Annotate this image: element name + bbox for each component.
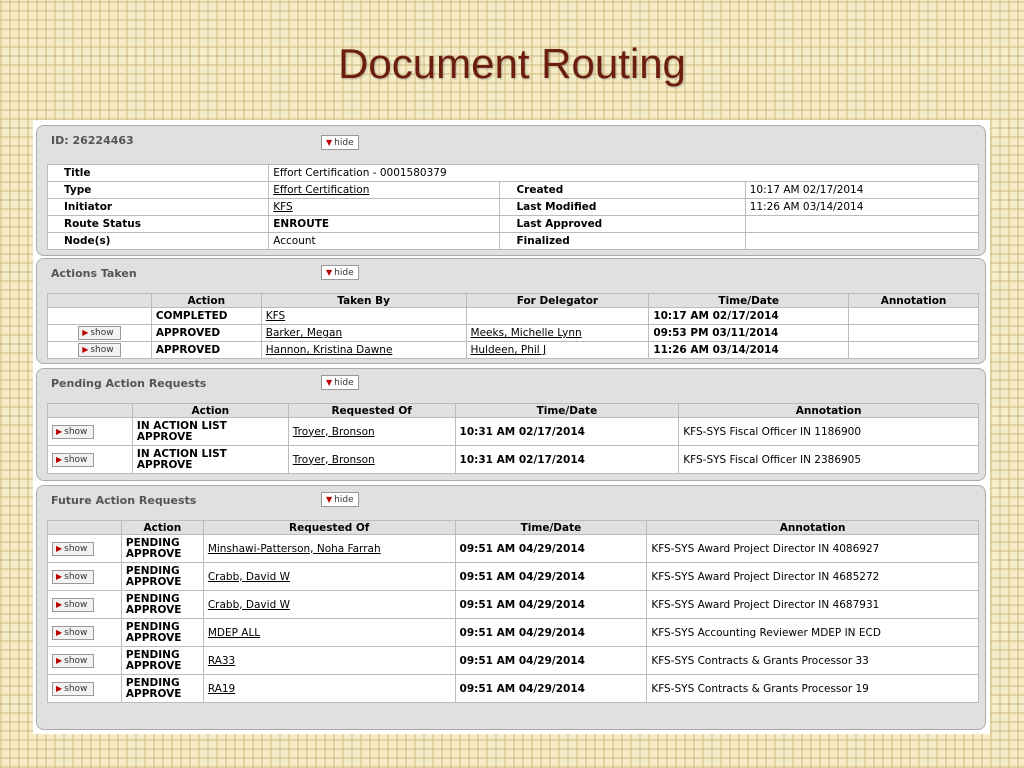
finalized-value [745, 233, 978, 250]
time-cell: 09:51 AM 04/29/2014 [455, 675, 647, 703]
action-cell: PENDING APPROVE [121, 675, 203, 703]
action-cell: APPROVED [151, 325, 261, 342]
document-info-table [47, 164, 979, 250]
annotation-cell: KFS-SYS Fiscal Officer IN 2386905 [679, 446, 979, 474]
show-button[interactable]: ▶ show [52, 654, 94, 668]
table-row [48, 233, 979, 250]
show-button[interactable]: ▶ show [52, 453, 94, 467]
annotation-cell: KFS-SYS Contracts & Grants Processor 33 [647, 647, 979, 675]
requested-of-link[interactable]: Troyer, Bronson [288, 446, 455, 474]
time-cell: 09:51 AM 04/29/2014 [455, 591, 647, 619]
triangle-down-icon: ▼ [326, 378, 333, 387]
requested-of-link[interactable]: RA33 [203, 647, 455, 675]
annotation-cell: KFS-SYS Award Project Director IN 4086927 [647, 535, 979, 563]
table-row [48, 418, 979, 446]
annotation-cell: KFS-SYS Fiscal Officer IN 1186900 [679, 418, 979, 446]
triangle-right-icon: ▶ [56, 655, 63, 665]
actions-taken-label: Actions Taken [51, 267, 137, 280]
taken-by-link[interactable]: Barker, Megan [261, 325, 466, 342]
column-header: Action [132, 404, 288, 418]
show-cell [48, 418, 133, 446]
triangle-right-icon: ▶ [56, 683, 63, 693]
future-requests-hide-button[interactable]: ▼ hide [321, 492, 359, 507]
column-header: Annotation [679, 404, 979, 418]
table-row [48, 619, 979, 647]
show-button[interactable]: ▶ show [52, 570, 94, 584]
annotation-cell [849, 342, 979, 359]
column-header: For Delegator [466, 294, 649, 308]
column-header: Annotation [849, 294, 979, 308]
triangle-right-icon: ▶ [56, 543, 63, 553]
table-row [48, 535, 979, 563]
action-cell: PENDING APPROVE [121, 591, 203, 619]
requested-of-link[interactable]: Crabb, David W [203, 563, 455, 591]
column-header: Requested Of [203, 521, 455, 535]
initiator-link[interactable]: KFS [269, 199, 500, 216]
created-label: Created [500, 182, 745, 199]
last-approved-value [745, 216, 978, 233]
annotation-cell: KFS-SYS Contracts & Grants Processor 19 [647, 675, 979, 703]
requested-of-link[interactable]: Minshawi-Patterson, Noha Farrah [203, 535, 455, 563]
last-approved-label: Last Approved [500, 216, 745, 233]
table-header-row [48, 294, 979, 308]
time-cell: 09:53 PM 03/11/2014 [649, 325, 849, 342]
document-hide-button[interactable]: ▼ hide [321, 135, 359, 150]
table-row [48, 675, 979, 703]
column-header: Annotation [647, 521, 979, 535]
triangle-down-icon: ▼ [326, 268, 333, 277]
triangle-right-icon: ▶ [56, 454, 63, 464]
pending-requests-label: Pending Action Requests [51, 377, 207, 390]
initiator-label: Initiator [48, 199, 269, 216]
actions-taken-hide-button[interactable]: ▼ hide [321, 265, 359, 280]
time-cell: 10:17 AM 02/17/2014 [649, 308, 849, 325]
for-delegator-link[interactable]: Huldeen, Phil J [466, 342, 649, 359]
show-button[interactable]: ▶ show [78, 326, 120, 340]
table-header-row [48, 521, 979, 535]
show-cell [48, 308, 152, 325]
route-log-panel [33, 120, 990, 734]
show-cell [48, 619, 122, 647]
nodes-value: Account [269, 233, 500, 250]
show-cell [48, 446, 133, 474]
actions-taken-table [47, 293, 979, 359]
for-delegator-link[interactable]: Meeks, Michelle Lynn [466, 325, 649, 342]
table-row [48, 182, 979, 199]
column-header: Time/Date [455, 404, 679, 418]
table-row [48, 591, 979, 619]
action-cell: PENDING APPROVE [121, 647, 203, 675]
show-cell [48, 563, 122, 591]
show-button[interactable]: ▶ show [52, 682, 94, 696]
table-row [48, 199, 979, 216]
table-row [48, 446, 979, 474]
annotation-cell: KFS-SYS Award Project Director IN 4685272 [647, 563, 979, 591]
action-cell: IN ACTION LIST APPROVE [132, 418, 288, 446]
annotation-cell: KFS-SYS Award Project Director IN 4687931 [647, 591, 979, 619]
for-delegator-cell [466, 308, 649, 325]
annotation-cell: KFS-SYS Accounting Reviewer MDEP IN ECD [647, 619, 979, 647]
action-cell: APPROVED [151, 342, 261, 359]
triangle-right-icon: ▶ [56, 599, 63, 609]
time-cell: 10:31 AM 02/17/2014 [455, 446, 679, 474]
action-cell: PENDING APPROVE [121, 535, 203, 563]
show-cell [48, 342, 152, 359]
nodes-label: Node(s) [48, 233, 269, 250]
column-header: Action [151, 294, 261, 308]
triangle-down-icon: ▼ [326, 138, 333, 147]
show-button[interactable]: ▶ show [52, 626, 94, 640]
time-cell: 09:51 AM 04/29/2014 [455, 647, 647, 675]
column-header: Taken By [261, 294, 466, 308]
triangle-right-icon: ▶ [56, 627, 63, 637]
table-row [48, 308, 979, 325]
type-link[interactable]: Effort Certification [269, 182, 500, 199]
document-section [36, 125, 986, 256]
table-row [48, 342, 979, 359]
table-row [48, 647, 979, 675]
action-cell: IN ACTION LIST APPROVE [132, 446, 288, 474]
slide-title: Document Routing [338, 40, 686, 87]
column-header: Action [121, 521, 203, 535]
show-cell [48, 675, 122, 703]
column-header: Time/Date [455, 521, 647, 535]
action-cell: PENDING APPROVE [121, 563, 203, 591]
table-header-row [48, 404, 979, 418]
future-requests-table [47, 520, 979, 703]
triangle-down-icon: ▼ [326, 495, 333, 504]
requested-of-link[interactable]: MDEP ALL [203, 619, 455, 647]
title-label: Title [48, 165, 269, 182]
column-header: Requested Of [288, 404, 455, 418]
triangle-right-icon: ▶ [82, 328, 89, 337]
future-requests-section [36, 485, 986, 730]
table-row [48, 325, 979, 342]
actions-taken-section [36, 258, 986, 364]
column-header-blank [48, 294, 152, 308]
route-status-label: Route Status [48, 216, 269, 233]
table-row [48, 216, 979, 233]
annotation-cell [849, 308, 979, 325]
show-button[interactable]: ▶ show [52, 542, 94, 556]
document-id-label: ID: 26224463 [51, 134, 134, 147]
action-cell: COMPLETED [151, 308, 261, 325]
pending-requests-table [47, 403, 979, 474]
column-header-blank [48, 404, 133, 418]
show-cell [48, 535, 122, 563]
column-header: Time/Date [649, 294, 849, 308]
requested-of-link[interactable]: RA19 [203, 675, 455, 703]
future-requests-label: Future Action Requests [51, 494, 197, 507]
show-button[interactable]: ▶ show [52, 425, 94, 439]
show-cell [48, 325, 152, 342]
time-cell: 09:51 AM 04/29/2014 [455, 535, 647, 563]
created-value: 10:17 AM 02/17/2014 [745, 182, 978, 199]
type-label: Type [48, 182, 269, 199]
table-row [48, 563, 979, 591]
time-cell: 11:26 AM 03/14/2014 [649, 342, 849, 359]
time-cell: 10:31 AM 02/17/2014 [455, 418, 679, 446]
show-cell [48, 647, 122, 675]
pending-requests-section [36, 368, 986, 481]
taken-by-link[interactable]: Hannon, Kristina Dawne [261, 342, 466, 359]
taken-by-link[interactable]: KFS [261, 308, 466, 325]
title-value: Effort Certification - 0001580379 [269, 165, 979, 182]
triangle-right-icon: ▶ [82, 345, 89, 354]
last-modified-value: 11:26 AM 03/14/2014 [745, 199, 978, 216]
show-button[interactable]: ▶ show [78, 343, 120, 357]
show-button[interactable]: ▶ show [52, 598, 94, 612]
triangle-right-icon: ▶ [56, 426, 63, 436]
time-cell: 09:51 AM 04/29/2014 [455, 563, 647, 591]
annotation-cell [849, 325, 979, 342]
last-modified-label: Last Modified [500, 199, 745, 216]
show-cell [48, 591, 122, 619]
time-cell: 09:51 AM 04/29/2014 [455, 619, 647, 647]
pending-requests-hide-button[interactable]: ▼ hide [321, 375, 359, 390]
action-cell: PENDING APPROVE [121, 619, 203, 647]
requested-of-link[interactable]: Crabb, David W [203, 591, 455, 619]
finalized-label: Finalized [500, 233, 745, 250]
route-status-value: ENROUTE [269, 216, 500, 233]
table-row [48, 165, 979, 182]
column-header-blank [48, 521, 122, 535]
triangle-right-icon: ▶ [56, 571, 63, 581]
requested-of-link[interactable]: Troyer, Bronson [288, 418, 455, 446]
